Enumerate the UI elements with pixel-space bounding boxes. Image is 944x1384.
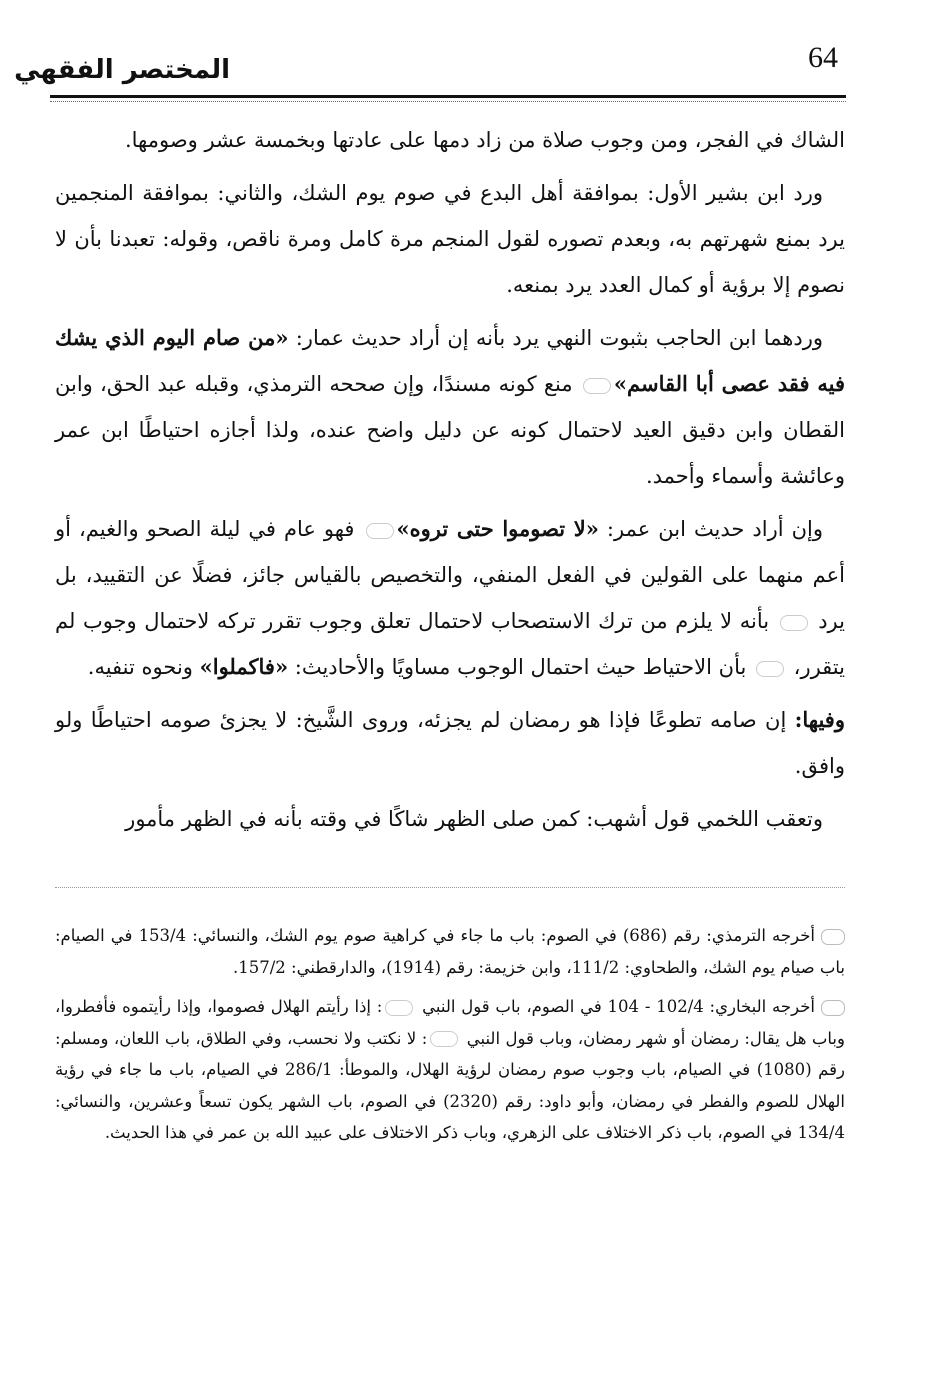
p4-mid: فهو عام في ليلة الصحو والغيم، أو أعم منهما على القولين في الفعل المنفي، والتخصيص بالقياس جائز، فضلًا عن التقييد، بل يرد [55, 517, 845, 633]
p3-lead: وردهما ابن الحاجب بثبوت النهي يرد بأنه إن أراد حديث عمار: [288, 326, 823, 350]
running-title: المختصر الفقهي [14, 55, 230, 85]
footnote-2-text-b: : إذا رأيتم الهلال فصوموا، وإذا رأيتموه فأفطروا، وباب هل يقال: رمضان أو شهر رمضان، وباب قول النبي [55, 997, 845, 1048]
footnote-rule [55, 887, 845, 888]
paragraph-4 [55, 506, 845, 690]
p4-mid3: بأن الاحتياط حيث احتمال الوجوب مساويًا والأحاديث: [288, 655, 753, 679]
footnote-1 [55, 920, 845, 983]
faint-symbol-1 [780, 615, 808, 631]
p4-end: ونحوه تنفيه. [87, 655, 200, 679]
faint-symbol-2 [756, 661, 784, 677]
p4-lead: وإن أراد حديث ابن عمر: [598, 517, 823, 541]
paragraph-2: ورد ابن بشير الأول: بموافقة أهل البدع في صوم يوم الشك، والثاني: بموافقة المنجمين يرد بمنع شهرتهم به، وبعدم تصوره لقول المنجم مرة كامل ومرة ناقص، وقوله: تعبدنا بأن لا نصوم إلا برؤية أو كمال العدد يرد بمنعه. [55, 181, 845, 297]
header-rule-dotted [50, 101, 846, 102]
footnote-marker-2 [366, 523, 394, 539]
main-text [55, 117, 845, 849]
footnote-marker-1 [583, 378, 611, 394]
footnotes [55, 920, 845, 1157]
footnote-2-text-a: أخرجه البخاري: 102/4 - 104 في الصوم، باب قول النبي [416, 997, 815, 1016]
salutation-symbol-2 [430, 1031, 458, 1047]
footnote-2 [55, 991, 845, 1149]
hadith-quote-1: «من صام اليوم الذي يشك فيه فقد عصى أبا القاسم» [55, 325, 845, 396]
hadith-quote-2: «لا تصوموا حتى تروه» [396, 516, 599, 541]
page-number: 64 [808, 41, 838, 74]
p5-text: إن صامه تطوعًا فإذا هو رمضان لم يجزئه، وروى الشَّيخ: لا يجزئ صومه احتياطًا ولو وافق. [55, 708, 845, 778]
p4-mid2: بأنه لا يلزم من ترك الاستصحاب لاحتمال تعلق وجوب تقرر تركه لاحتمال وجوب لم يتقرر، [55, 609, 845, 679]
paragraph-6: وتعقب اللخمي قول أشهب: كمن صلى الظهر شاكًا في وقته بأنه في الظهر مأمور [125, 807, 823, 831]
paragraph-5 [55, 697, 845, 789]
paragraph-3 [55, 315, 845, 499]
hadith-quote-3: «فاكملوا» [199, 654, 289, 679]
salutation-symbol-1 [385, 1000, 413, 1016]
p5-lead: وفيها: [794, 707, 845, 732]
footnote-2-text-c: : لا نكتب ولا نحسب، وفي الطلاق، باب اللعان، ومسلم: رقم (1080) في الصيام، باب وجوب صوم رمضان لرؤية الهلال، والموطأ: 286/1 في الصيام، باب ما جاء في رؤية الهلال للصوم والفطر في رمضان، وأبو داود: رقم (2320) في الصوم، باب الشهر يكون تسعاً وعشرين، والنسائي: 134/4 في الصوم، باب ذكر الاختلاف على الزهري، وباب ذكر الاختلاف على عبيد الله بن عمر في هذا الحديث. [55, 1028, 846, 1142]
header-rule [50, 95, 846, 98]
paragraph-1: الشاك في الفجر، ومن وجوب صلاة من زاد دمها على عادتها وبخمسة عشر وصومها. [124, 128, 845, 152]
footnote-1-text: أخرجه الترمذي: رقم (686) في الصوم: باب ما جاء في كراهية صوم يوم الشك، والنسائي: 153/4 في الصيام: باب صيام يوم الشك، والطحاوي: 111/2، وابن خزيمة: رقم (1914)، والدارقطني: 157/2. [55, 926, 845, 977]
footnote-1-marker [821, 929, 845, 945]
footnote-2-marker [821, 1000, 845, 1016]
p3-rest: منع كونه مسندًا، وإن صححه الترمذي، وقبله عبد الحق، وابن القطان وابن دقيق العيد لاحتمال كونه عن دليل واضح عنده، ولذا أجازه احتياطًا ابن عمر وعائشة وأسماء وأحمد. [55, 372, 845, 488]
